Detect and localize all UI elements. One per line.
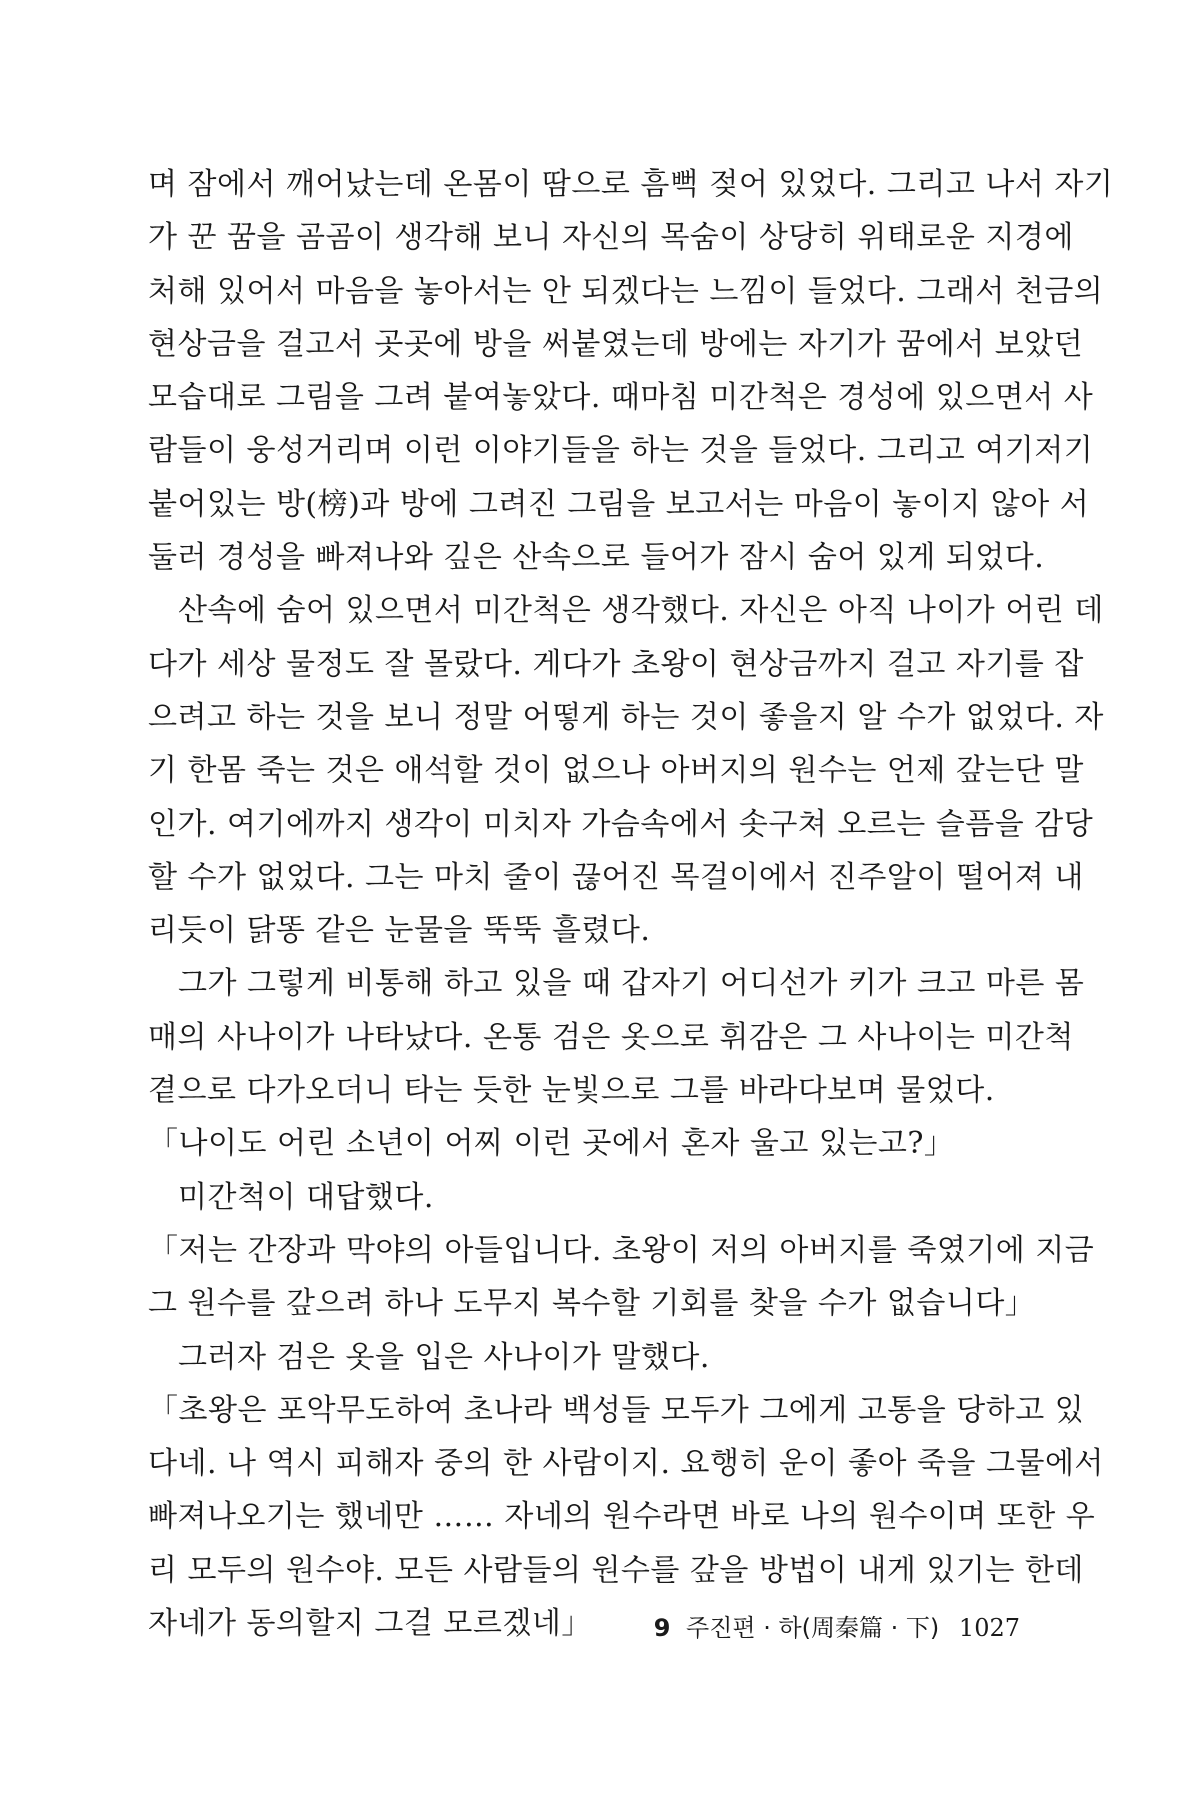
page-number: 1027 <box>958 1614 1020 1642</box>
dialogue-line: 「초왕은 포악무도하여 초나라 백성들 모두가 그에게 고통을 당하고 있 <box>148 1392 1085 1428</box>
text-line: 가 꾼 꿈을 곰곰이 생각해 보니 자신의 목숨이 상당히 위태로운 지경에 <box>148 220 1074 256</box>
dialogue-line: 「저는 간장과 막야의 아들입니다. 초왕이 저의 아버지를 죽였기에 지금 <box>148 1232 1095 1268</box>
text-line: 으려고 하는 것을 보니 정말 어떻게 하는 것이 좋을지 알 수가 없었다. 자 <box>148 699 1104 735</box>
text-line: 다네. 나 역시 피해자 중의 한 사람이지. 요행히 운이 좋아 죽을 그물에서 <box>148 1446 1104 1482</box>
text-line: 리듯이 닭똥 같은 눈물을 뚝뚝 흘렸다. <box>148 913 651 949</box>
text-line: 며 잠에서 깨어났는데 온몸이 땀으로 흠뻑 젖어 있었다. 그리고 나서 자기 <box>148 167 1114 202</box>
running-footer <box>654 1608 1020 1643</box>
dialogue-line: 「나이도 어린 소년이 어찌 이런 곳에서 혼자 울고 있는고?」 <box>148 1126 955 1162</box>
text-line: 처해 있어서 마음을 놓아서는 안 되겠다는 느낌이 들었다. 그래서 천금의 <box>148 273 1104 309</box>
text-line: 인가. 여기에까지 생각이 미치자 가슴속에서 솟구쳐 오르는 슬픔을 감당 <box>148 806 1094 842</box>
text-line: 그러자 검은 옷을 입은 사나이가 말했다. <box>178 1339 710 1375</box>
text-line: 자네가 동의할지 그걸 모르겠네」 <box>148 1606 592 1642</box>
text-line: 미간척이 대답했다. <box>178 1179 434 1215</box>
text-line: 산속에 숨어 있으면서 미간척은 생각했다. 자신은 아직 나이가 어린 데 <box>178 593 1104 629</box>
text-line: 다가 세상 물정도 잘 몰랐다. 게다가 초왕이 현상금까지 걸고 자기를 잡 <box>148 646 1084 682</box>
text-line: 빠져나오기는 했네만 …… 자네의 원수라면 바로 나의 원수이며 또한 우 <box>148 1499 1096 1535</box>
text-line: 모습대로 그림을 그려 붙여놓았다. 때마침 미간척은 경성에 있으면서 사 <box>148 380 1094 416</box>
text-line: 붙어있는 방(榜)과 방에 그려진 그림을 보고서는 마음이 놓이지 않아 서 <box>148 486 1090 522</box>
text-line: 그 원수를 갚으려 하나 도무지 복수할 기회를 찾을 수가 없습니다」 <box>148 1286 1036 1322</box>
text-line: 곁으로 다가오더니 타는 듯한 눈빛으로 그를 바라다보며 물었다. <box>148 1073 995 1109</box>
text-line: 그가 그렇게 비통해 하고 있을 때 갑자기 어디선가 키가 크고 마른 몸 <box>178 966 1085 1002</box>
text-line: 둘러 경성을 빠져나와 깊은 산속으로 들어가 잠시 숨어 있게 되었다. <box>148 540 1045 576</box>
page-footer <box>0 1608 1200 1648</box>
chapter-title: 주진편 · 하(周秦篇 · 下) <box>686 1614 940 1642</box>
text-line: 매의 사나이가 나타났다. 온통 검은 옷으로 휘감은 그 사나이는 미간척 <box>148 1019 1074 1055</box>
text-line: 람들이 웅성거리며 이런 이야기들을 하는 것을 들었다. 그리고 여기저기 <box>148 433 1094 469</box>
text-line: 리 모두의 원수야. 모든 사람들의 원수를 갚을 방법이 내게 있기는 한데 <box>148 1552 1084 1588</box>
chapter-number: 9 <box>653 1614 671 1642</box>
text-line: 기 한몸 죽는 것은 애석할 것이 없으나 아버지의 원수는 언제 갚는단 말 <box>148 753 1084 789</box>
text-line: 현상금을 걸고서 곳곳에 방을 써붙였는데 방에는 자기가 꿈에서 보았던 <box>148 326 1084 362</box>
text-line: 할 수가 없었다. 그는 마치 줄이 끊어진 목걸이에서 진주알이 떨어져 내 <box>148 859 1084 895</box>
body-text <box>148 158 1114 1650</box>
